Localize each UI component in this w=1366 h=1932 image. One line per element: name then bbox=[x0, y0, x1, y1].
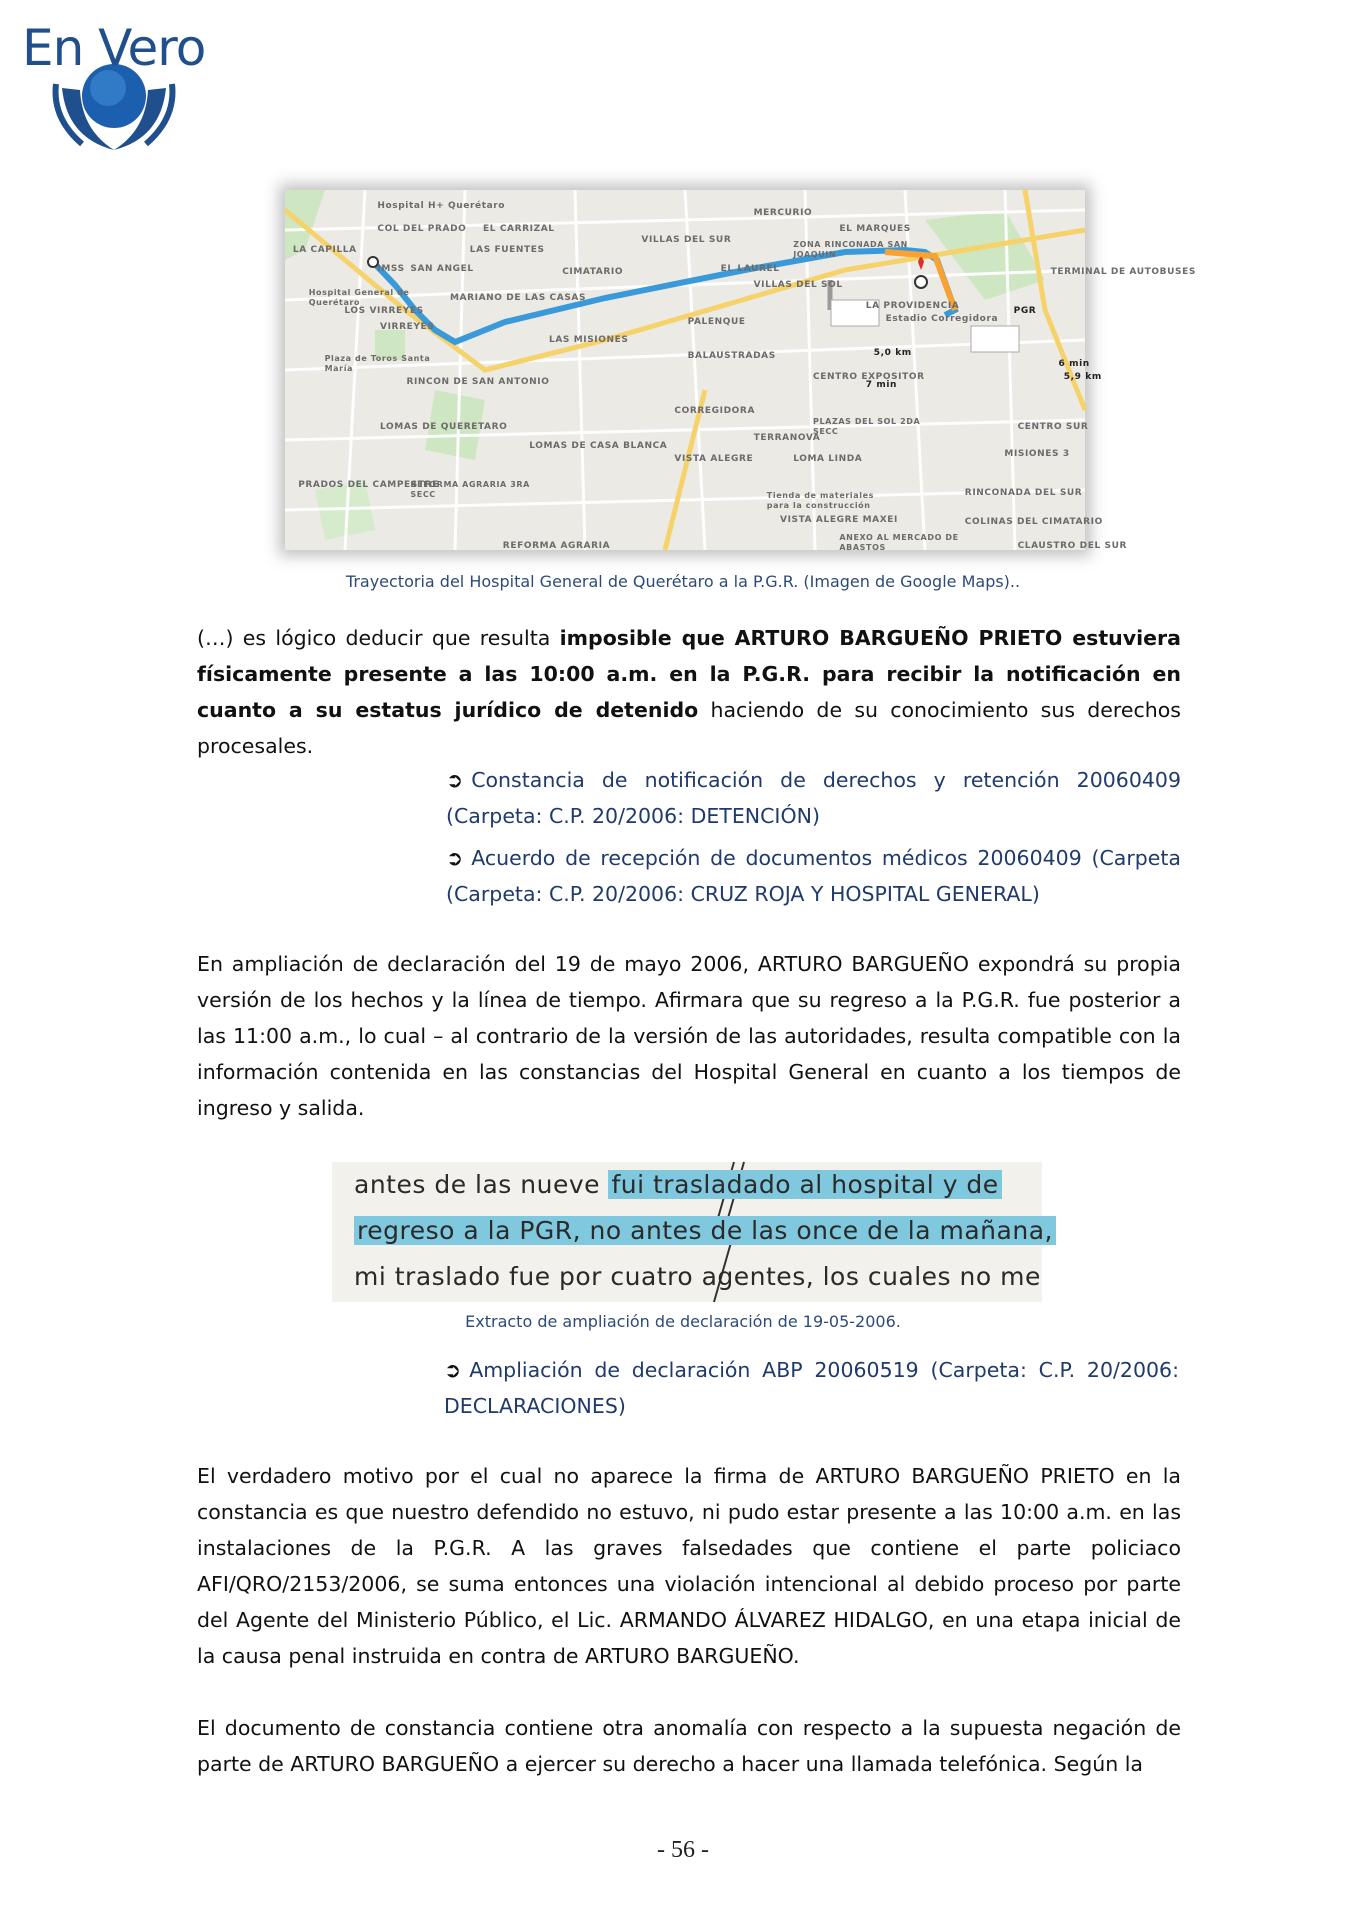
map-label: EL LAUREL bbox=[720, 263, 780, 274]
map-label: COLINAS DEL CIMATARIO bbox=[964, 517, 1103, 528]
paragraph-3: El verdadero motivo por el cual no aparece la firma de ARTURO BARGUEÑO PRIETO en la constancia es que nuestro defendido no estuvo, ni pudo estar presente a las 10:00 a.m. en las instalaciones de la P.G.R. A las graves falsedades que contiene el parte policiaco AFI/QRO/2153/2006, se suma entonces una violación intencional al debido proceso por parte del Agente del Ministerio Público, el Lic. ARMANDO ÁLVAREZ HIDALGO, en una etapa inicial de la causa penal instruida en contra de ARTURO BARGUEÑO. bbox=[197, 1464, 1181, 1668]
map-label: PALENQUE bbox=[687, 316, 746, 327]
map-label: BALAUSTRADAS bbox=[687, 351, 776, 362]
map-label: RINCONADA DEL SUR bbox=[964, 488, 1083, 499]
map-label: LAS MISIONES bbox=[549, 335, 629, 346]
map-label: VILLAS DEL SUR bbox=[641, 234, 732, 245]
map-label: CIMATARIO bbox=[562, 266, 624, 277]
arrow-icon: ➲ bbox=[444, 1358, 462, 1382]
map-label: MISIONES 3 bbox=[1004, 448, 1070, 459]
map-label: VILLAS DEL SOL bbox=[753, 279, 843, 290]
arrow-icon: ➲ bbox=[446, 768, 464, 792]
map-label: CLAUSTRO DEL SUR bbox=[1017, 541, 1128, 552]
reference-3-text: Ampliación de declaración ABP 20060519 (Carpeta: C.P. 20/2006: DECLARACIONES) bbox=[444, 1358, 1179, 1418]
declaration-excerpt-image bbox=[332, 1162, 1053, 1302]
paragraph-1-text-a: (…) es lógico deducir que resulta bbox=[197, 626, 560, 650]
map-label: RINCON DE SAN ANTONIO bbox=[406, 377, 550, 388]
map-label: 5,0 km bbox=[873, 348, 912, 359]
arrow-icon: ➲ bbox=[446, 846, 464, 870]
map-label: REFORMA AGRARIA 3RA SECC bbox=[410, 480, 530, 500]
reference-2-text: Acuerdo de recepción de documentos médicos 20060409 (Carpeta (Carpeta: C.P. 20/2006: CRUZ ROJA Y HOSPITAL GENERAL) bbox=[446, 846, 1181, 906]
map-label: PGR bbox=[1013, 306, 1037, 317]
excerpt-line-1-highlight: fui trasladado al hospital y de bbox=[608, 1170, 1001, 1199]
map-label: 6 min bbox=[1058, 358, 1090, 369]
paragraph-1-bold: imposible que ARTURO BARGUEÑO PRIETO estuviera físicamente presente a las 10:00 a.m. en la P.G.R. para recibir la notificación en cuanto a su estatus jurídico de detenido bbox=[197, 626, 1181, 722]
map-label: LOMAS DE QUERETARO bbox=[380, 422, 508, 433]
route-map bbox=[285, 190, 1196, 553]
en-vero-logo bbox=[22, 18, 222, 168]
map-label: VISTA ALEGRE MAXEI bbox=[780, 514, 898, 525]
map-label: 7 min bbox=[865, 380, 898, 391]
map-label: SAN ANGEL bbox=[410, 263, 474, 274]
map-label: PLAZAS DEL SOL 2DA SECC bbox=[813, 417, 921, 437]
map-label: Hospital General de Querétaro bbox=[308, 287, 410, 307]
map-label: Hospital H+ Querétaro bbox=[377, 200, 506, 211]
map-label: ZONA RINCONADA SAN JOAQUIN bbox=[793, 240, 908, 260]
map-label: MERCURIO bbox=[753, 208, 813, 219]
page-number: - 56 - bbox=[657, 1837, 709, 1863]
map-label: TERRANOVA bbox=[753, 432, 821, 443]
map-label: EL CARRIZAL bbox=[483, 224, 555, 235]
map-label: LOMAS DE CASA BLANCA bbox=[529, 440, 668, 451]
map-label: LAS FUENTES bbox=[469, 245, 545, 256]
excerpt-line-3: mi traslado fue por cuatro agentes, los cuales no me bbox=[354, 1262, 1041, 1291]
reference-1 bbox=[446, 762, 1181, 834]
map-label: LOMA LINDA bbox=[793, 454, 863, 464]
map-label: PRADOS DEL CAMPESTRE bbox=[298, 480, 439, 491]
map-label: Tienda de materiales para la construcción bbox=[766, 490, 874, 510]
map-label: IMSS bbox=[377, 263, 405, 274]
map-label: CENTRO EXPOSITOR bbox=[813, 372, 925, 383]
map-label: EL MARQUES bbox=[839, 224, 911, 235]
paragraph-1-text-b: haciendo de su conocimiento sus derechos procesales. bbox=[197, 698, 1181, 758]
map-label: REFORMA AGRARIA bbox=[502, 541, 611, 552]
map-caption: Trayectoria del Hospital General de Querétaro a la P.G.R. (Imagen de Google Maps).. bbox=[345, 572, 1021, 591]
excerpt-line-2-highlight: regreso a la PGR, no antes de las once de la mañana, bbox=[354, 1216, 1056, 1245]
map-label: VIRREYES bbox=[380, 322, 435, 332]
map-label: ANEXO AL MERCADO DE ABASTOS bbox=[839, 533, 959, 553]
reference-1-text: Constancia de notificación de derechos y retención 20060409 (Carpeta: C.P. 20/2006: DETENCIÓN) bbox=[446, 768, 1181, 828]
map-label: LA CAPILLA bbox=[292, 245, 357, 256]
map-label: Estadio Corregidora bbox=[885, 314, 999, 325]
excerpt-line-1 bbox=[354, 1170, 1002, 1199]
excerpt-line-2 bbox=[354, 1216, 1056, 1245]
map-label: 5,9 km bbox=[1063, 372, 1102, 383]
map-label: LA PROVIDENCIA bbox=[865, 300, 960, 311]
logo-text: En Vero bbox=[22, 19, 206, 77]
paragraph-2: En ampliación de declaración del 19 de mayo 2006, ARTURO BARGUEÑO expondrá su propia versión de los hechos y la línea de tiempo. Afirmara que su regreso a la P.G.R. fue posterior a las 11:00 a.m., lo cual – al contrario de la versión de las autoridades, resulta compatible con la información contenida en las constancias del Hospital General en cuanto a los tiempos de ingreso y salida. bbox=[197, 952, 1181, 1120]
map-label: TERMINAL DE AUTOBUSES bbox=[1050, 266, 1196, 277]
paragraph-1 bbox=[197, 620, 1181, 764]
reference-3 bbox=[444, 1352, 1179, 1424]
map-label: MARIANO DE LAS CASAS bbox=[450, 292, 587, 303]
map-label: Plaza de Toros Santa María bbox=[324, 353, 431, 373]
excerpt-caption: Extracto de ampliación de declaración de 19-05-2006. bbox=[465, 1312, 901, 1331]
map-label: VISTA ALEGRE bbox=[674, 454, 754, 464]
map-label: CORREGIDORA bbox=[674, 406, 756, 417]
paragraph-4: El documento de constancia contiene otra anomalía con respecto a la supuesta negación de parte de ARTURO BARGUEÑO a ejercer su derecho a hacer una llamada telefónica. Según la bbox=[197, 1716, 1181, 1776]
map-label: LOS VIRREYES bbox=[344, 306, 424, 317]
reference-2 bbox=[446, 840, 1181, 912]
map-label: CENTRO SUR bbox=[1017, 422, 1089, 433]
excerpt-line-1-a: antes de las nueve bbox=[354, 1170, 600, 1199]
map-label: COL DEL PRADO bbox=[377, 224, 467, 235]
